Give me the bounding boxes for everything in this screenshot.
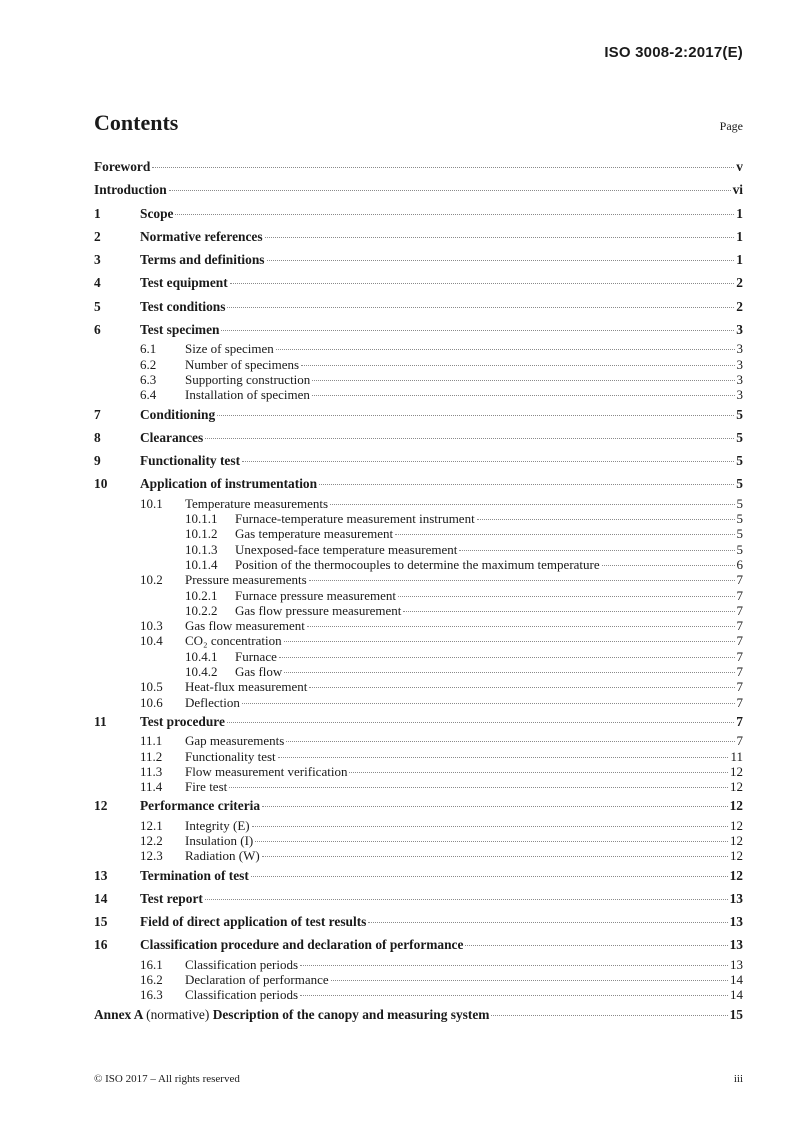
toc-entry[interactable]: [94, 779, 743, 794]
toc-entry-page: 5: [736, 495, 743, 511]
dot-leader: [395, 534, 734, 535]
toc-entry[interactable]: [94, 618, 743, 633]
toc-entry-annex[interactable]: [94, 1003, 743, 1026]
toc-entry-page: 14: [730, 972, 743, 988]
toc-entry-page: 1: [736, 228, 743, 244]
toc-entry-number: 16.1: [140, 956, 163, 972]
toc-entry-title: Test specimen: [140, 322, 220, 338]
dot-leader: [252, 826, 728, 827]
toc-entry[interactable]: [94, 357, 743, 372]
toc-entry-number: 11.2: [140, 748, 163, 764]
toc-entry-title: Terms and definitions: [140, 252, 265, 268]
toc-entry[interactable]: [94, 496, 743, 511]
toc-entry-title: Termination of test: [140, 867, 249, 883]
toc-entry[interactable]: [94, 679, 743, 694]
toc-entry-title: Insulation (I): [185, 832, 254, 848]
toc-entry-number: 9: [94, 453, 101, 469]
dot-leader: [284, 641, 735, 642]
toc-entry[interactable]: [94, 833, 743, 848]
toc-entry-title: Classification periods: [185, 987, 299, 1003]
toc-entry-number: 10.1.2: [185, 526, 218, 542]
toc-entry[interactable]: [94, 472, 743, 495]
toc-entry-title: Furnace: [235, 648, 277, 664]
toc-entry-number: 12: [94, 798, 108, 814]
table-of-contents: [94, 155, 743, 1026]
toc-entry-number: 1: [94, 205, 101, 221]
toc-entry-number: 14: [94, 890, 108, 906]
toc-entry[interactable]: [94, 695, 743, 710]
toc-entry-title: Gas flow: [235, 664, 283, 680]
dot-leader: [279, 657, 735, 658]
dot-leader: [300, 965, 728, 966]
toc-entry-title: Scope: [140, 205, 174, 221]
toc-entry-page: 7: [736, 648, 743, 664]
toc-entry-page: 13: [729, 937, 743, 953]
toc-entry[interactable]: [94, 557, 743, 572]
dot-leader: [319, 484, 734, 485]
toc-entry-page: 7: [736, 694, 743, 710]
dot-leader: [267, 260, 735, 261]
toc-entry-page: 7: [736, 618, 743, 634]
toc-entry-number: 3: [94, 252, 101, 268]
toc-entry-title: Field of direct application of test results: [140, 914, 367, 930]
dot-leader: [398, 596, 735, 597]
toc-entry-number: 6: [94, 322, 101, 338]
annex-qualifier: (normative): [146, 1006, 210, 1022]
dot-leader: [284, 672, 734, 673]
toc-entry[interactable]: [94, 248, 743, 271]
toc-entry-number: 10.4.1: [185, 648, 218, 664]
toc-entry[interactable]: [94, 818, 743, 833]
toc-entry[interactable]: [94, 341, 743, 356]
toc-entry-number: 10.4: [140, 633, 163, 649]
toc-entry-number: 4: [94, 275, 101, 291]
toc-entry-number: 16.3: [140, 987, 163, 1003]
toc-entry-title: Classification periods: [185, 956, 299, 972]
toc-entry-page: 3: [736, 341, 743, 357]
toc-entry-number: 10.2: [140, 572, 163, 588]
dot-leader: [227, 307, 734, 308]
toc-entry-number: 16: [94, 937, 108, 953]
toc-entry[interactable]: [94, 957, 743, 972]
toc-entry-page: 7: [736, 602, 743, 618]
toc-entry-number: 13: [94, 867, 108, 883]
toc-entry-title: Clearances: [140, 429, 204, 445]
toc-entry-page: 3: [736, 371, 743, 387]
dot-leader: [265, 237, 735, 238]
toc-entry[interactable]: [94, 588, 743, 603]
toc-entry[interactable]: [94, 426, 743, 449]
toc-entry-number: 10.2.2: [185, 602, 218, 618]
toc-entry-page: 5: [736, 511, 743, 527]
toc-entry[interactable]: [94, 987, 743, 1002]
toc-entry-title: Functionality test: [140, 453, 241, 469]
toc-entry-page: 12: [730, 848, 743, 864]
toc-entry-page: 3: [736, 356, 743, 372]
toc-entry[interactable]: [94, 887, 743, 910]
toc-entry[interactable]: [94, 910, 743, 933]
toc-entry-title: Size of specimen: [185, 341, 274, 357]
toc-entry-number: 6.2: [140, 356, 157, 372]
toc-entry-title: Furnace-temperature measurement instrument: [235, 511, 475, 527]
dot-leader: [217, 415, 734, 416]
toc-entry-number: 10.5: [140, 679, 163, 695]
dot-leader: [403, 611, 734, 612]
toc-entry-page: 5: [736, 526, 743, 542]
dot-leader: [602, 565, 735, 566]
toc-entry[interactable]: [94, 864, 743, 887]
toc-entry-number: 11.3: [140, 763, 163, 779]
toc-entry-page: 12: [730, 779, 743, 795]
toc-entry-number: 15: [94, 914, 108, 930]
toc-entry-number: 10.6: [140, 694, 163, 710]
toc-entry-page: 15: [729, 1006, 743, 1022]
toc-entry[interactable]: [94, 542, 743, 557]
toc-entry-page: 12: [730, 817, 743, 833]
dot-leader: [276, 349, 735, 350]
toc-entry-page: 5: [736, 453, 743, 469]
toc-entry-page: vi: [732, 182, 743, 198]
toc-entry[interactable]: [94, 572, 743, 587]
toc-entry-number: 6.3: [140, 371, 157, 387]
toc-entry-title: CO₂ concentration: [185, 633, 282, 649]
toc-entry[interactable]: [94, 449, 743, 472]
dot-leader: [262, 806, 728, 807]
dot-leader: [242, 703, 735, 704]
toc-entry[interactable]: [94, 372, 743, 387]
toc-entry-title: [94, 1003, 489, 1026]
dot-leader: [368, 922, 727, 923]
toc-entry-title: Deflection: [185, 694, 240, 710]
page-number: iii: [733, 1073, 743, 1085]
toc-entry-page: 12: [729, 867, 743, 883]
toc-entry-title: Fire test: [185, 779, 228, 795]
toc-entry-number: 16.2: [140, 972, 163, 988]
dot-leader: [205, 438, 734, 439]
annex-title: Description of the canopy and measuring system: [212, 1006, 490, 1022]
toc-entry[interactable]: [94, 403, 743, 426]
toc-entry-title: Test equipment: [140, 275, 228, 291]
dot-leader: [459, 550, 734, 551]
toc-entry[interactable]: [94, 526, 743, 541]
toc-entry-page: 12: [729, 798, 743, 814]
dot-leader: [229, 787, 728, 788]
toc-entry[interactable]: [94, 295, 743, 318]
dot-leader: [465, 945, 727, 946]
toc-entry-title: Functionality test: [185, 748, 276, 764]
dot-leader: [278, 757, 729, 758]
dot-leader: [301, 365, 734, 366]
toc-entry-page: 3: [736, 387, 743, 403]
toc-entry[interactable]: [94, 848, 743, 863]
toc-entry-page: 1: [736, 205, 743, 221]
dot-leader: [300, 995, 728, 996]
toc-entry-number: 10.1.4: [185, 556, 218, 572]
toc-entry-number: 6.4: [140, 387, 157, 403]
toc-entry[interactable]: [94, 749, 743, 764]
toc-entry-number: 2: [94, 228, 101, 244]
toc-entry-number: 11.4: [140, 779, 163, 795]
toc-entry-number: 11.1: [140, 733, 163, 749]
dot-leader: [221, 330, 734, 331]
toc-entry-page: 7: [736, 664, 743, 680]
toc-entry-page: 13: [729, 914, 743, 930]
dot-leader: [262, 856, 728, 857]
copyright-notice: © ISO 2017 – All rights reserved: [94, 1073, 240, 1085]
toc-entry-title: Gas flow measurement: [185, 618, 305, 634]
toc-entry-page: 2: [736, 275, 743, 291]
toc-entry-number: 10: [94, 476, 108, 492]
page-title: Contents: [94, 110, 179, 135]
dot-leader: [251, 876, 728, 877]
dot-leader: [230, 283, 735, 284]
toc-entry-number: 5: [94, 298, 101, 314]
toc-entry-title: Gap measurements: [185, 733, 285, 749]
toc-entry-title: Installation of specimen: [185, 387, 310, 403]
toc-entry-page: 13: [729, 890, 743, 906]
toc-entry-number: 10.1: [140, 495, 163, 511]
toc-entry-page: 6: [736, 556, 743, 572]
toc-entry-title: Supporting construction: [185, 371, 311, 387]
dot-leader: [312, 380, 734, 381]
toc-entry-page: 7: [736, 713, 743, 729]
toc-entry-title: Number of specimens: [185, 356, 300, 372]
toc-entry-title: Test procedure: [140, 713, 225, 729]
toc-entry-title: Flow measurement verification: [185, 763, 348, 779]
toc-entry[interactable]: [94, 649, 743, 664]
toc-entry-title: Declaration of performance: [185, 972, 329, 988]
dot-leader: [286, 741, 734, 742]
toc-entry[interactable]: [94, 933, 743, 956]
toc-entry-title: Classification procedure and declaration of performance: [140, 937, 464, 953]
toc-entry[interactable]: [94, 733, 743, 748]
toc-entry-title: Furnace pressure measurement: [235, 587, 396, 603]
toc-entry-page: 7: [736, 633, 743, 649]
annex-label: Annex A: [94, 1006, 143, 1022]
toc-entry-number: 11: [94, 713, 107, 729]
toc-entry-page: 2: [736, 298, 743, 314]
toc-entry[interactable]: [94, 387, 743, 402]
toc-entry-number: 6.1: [140, 341, 157, 357]
toc-entry[interactable]: [94, 764, 743, 779]
toc-entry-title: Normative references: [140, 228, 263, 244]
toc-entry-number: 7: [94, 406, 101, 422]
toc-entry-page: 7: [736, 587, 743, 603]
toc-entry-title: Temperature measurements: [185, 495, 329, 511]
toc-entry-number: 10.3: [140, 618, 163, 634]
dot-leader: [309, 687, 734, 688]
toc-entry-number: 10.1.1: [185, 511, 218, 527]
dot-leader: [152, 167, 734, 168]
dot-leader: [255, 841, 728, 842]
dot-leader: [312, 395, 735, 396]
toc-entry[interactable]: [94, 972, 743, 987]
toc-entry-page: 11: [730, 748, 743, 764]
toc-entry-title: Position of the thermocouples to determine the maximum temperature: [235, 556, 600, 572]
toc-entry-title: Gas temperature measurement: [235, 526, 394, 542]
toc-entry-page: 3: [736, 322, 743, 338]
toc-entry[interactable]: [94, 664, 743, 679]
toc-entry[interactable]: [94, 155, 743, 178]
toc-entry-page: 5: [736, 476, 743, 492]
dot-leader: [307, 626, 735, 627]
toc-entry-page: v: [736, 159, 743, 174]
toc-entry[interactable]: [94, 710, 743, 733]
page-column-label: Page: [719, 119, 743, 133]
toc-entry-page: 14: [730, 987, 743, 1003]
toc-entry-page: 7: [736, 679, 743, 695]
dot-leader: [169, 190, 731, 191]
toc-entry-title: Gas flow pressure measurement: [235, 602, 402, 618]
toc-entry-title: Test report: [140, 890, 203, 906]
toc-entry-number: 12.3: [140, 848, 163, 864]
toc-entry-page: 5: [736, 429, 743, 445]
dot-leader: [205, 899, 728, 900]
toc-entry-title: Performance criteria: [140, 798, 261, 814]
toc-entry[interactable]: [94, 633, 743, 648]
dot-leader: [309, 580, 735, 581]
toc-entry-title: Pressure measurements: [185, 572, 307, 588]
toc-entry-title: Test conditions: [140, 298, 226, 314]
dot-leader: [477, 519, 735, 520]
toc-entry-title: Foreword: [94, 159, 151, 174]
dot-leader: [330, 504, 734, 505]
dot-leader: [242, 461, 734, 462]
toc-entry-title: Radiation (W): [185, 848, 260, 864]
toc-entry[interactable]: [94, 318, 743, 341]
toc-entry-page: 5: [736, 541, 743, 557]
toc-entry-title: Integrity (E): [185, 817, 250, 833]
document-id: ISO 3008-2:2017(E): [604, 44, 743, 61]
toc-entry[interactable]: [94, 225, 743, 248]
toc-entry[interactable]: [94, 178, 743, 201]
toc-entry-title: Introduction: [94, 182, 167, 198]
toc-entry-page: 7: [736, 733, 743, 749]
toc-entry-page: 7: [736, 572, 743, 588]
toc-entry-number: 8: [94, 429, 101, 445]
dot-leader: [227, 722, 734, 723]
toc-entry[interactable]: [94, 603, 743, 618]
toc-entry-page: 5: [736, 406, 743, 422]
toc-entry-title: Unexposed-face temperature measurement: [235, 541, 458, 557]
toc-entry-number: 12.2: [140, 832, 163, 848]
toc-entry-title: Application of instrumentation: [140, 476, 318, 492]
toc-entry-page: 13: [730, 956, 743, 972]
toc-entry[interactable]: [94, 271, 743, 294]
dot-leader: [331, 980, 728, 981]
toc-entry-number: 10.1.3: [185, 541, 218, 557]
toc-entry[interactable]: [94, 511, 743, 526]
toc-entry-number: 12.1: [140, 817, 163, 833]
dot-leader: [491, 1015, 727, 1016]
toc-entry[interactable]: [94, 794, 743, 817]
toc-entry-page: 12: [730, 763, 743, 779]
dot-leader: [175, 214, 734, 215]
toc-entry-page: 12: [730, 832, 743, 848]
toc-entry-number: 10.2.1: [185, 587, 218, 603]
toc-entry[interactable]: [94, 202, 743, 225]
toc-entry-title: Conditioning: [140, 406, 216, 422]
toc-entry-number: 10.4.2: [185, 664, 218, 680]
dot-leader: [349, 772, 728, 773]
toc-entry-page: 1: [736, 252, 743, 268]
toc-entry-title: Heat-flux measurement: [185, 679, 308, 695]
